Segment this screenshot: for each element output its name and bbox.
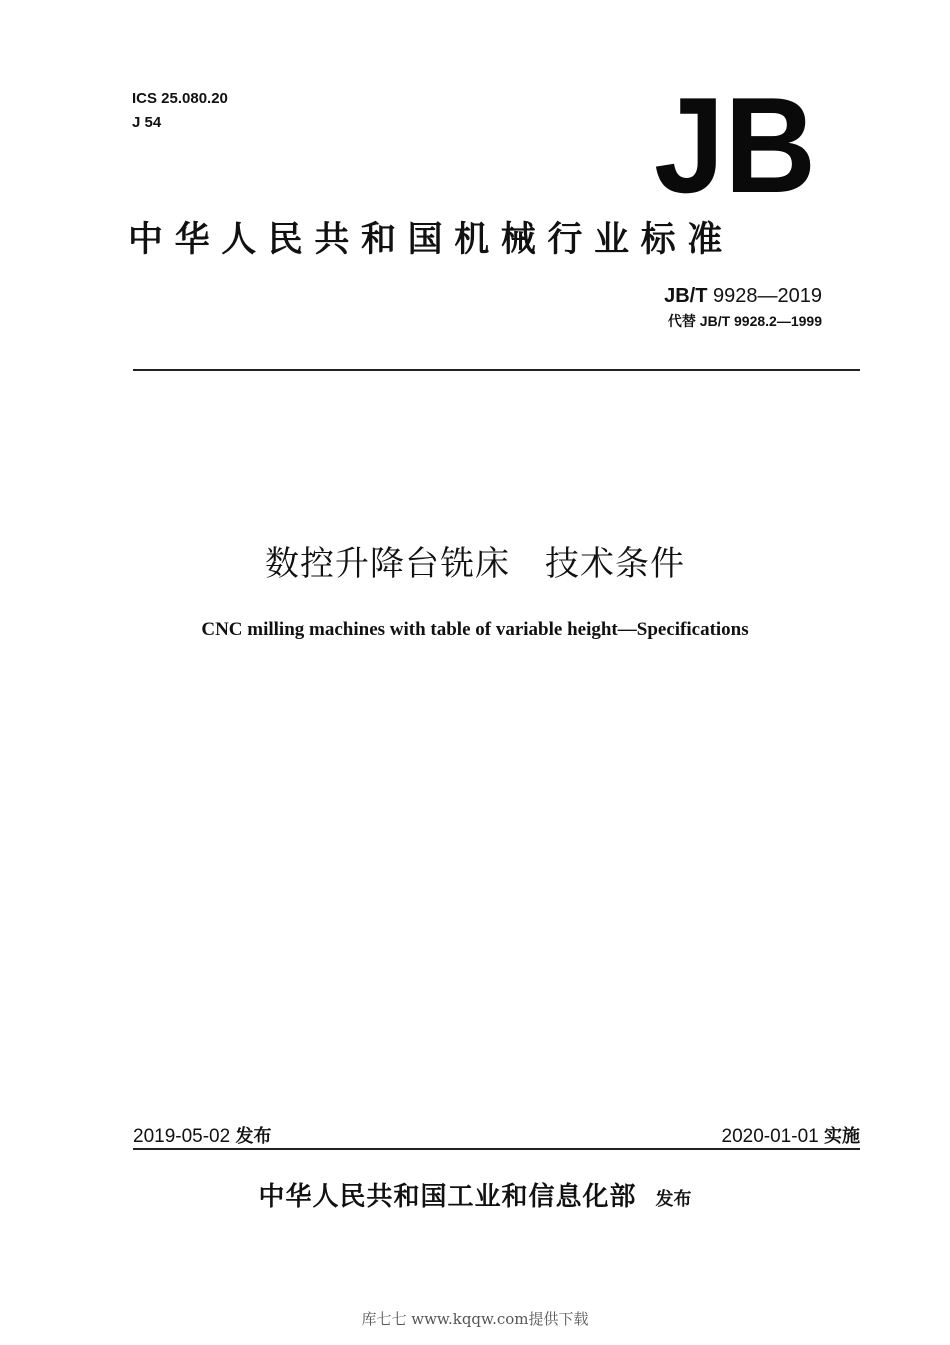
download-watermark: 库七七 www.kqqw.com提供下载 <box>361 1310 589 1328</box>
replaces-standard: 代替 JB/T 9928.2—1999 <box>667 313 822 329</box>
ccs-code: J 54 <box>132 114 162 131</box>
ics-code: ICS 25.080.20 <box>132 90 228 107</box>
standard-number-block <box>664 282 822 332</box>
top-divider <box>133 369 860 371</box>
issuer-name: 中华人民共和国工业和信息化部 <box>258 1182 637 1212</box>
release-date-block <box>133 1122 271 1148</box>
effective-date-block <box>722 1122 860 1148</box>
bottom-divider <box>133 1148 860 1150</box>
jb-logo <box>652 92 818 196</box>
standard-code-prefix: JB/T <box>664 285 708 307</box>
organization-title: 中华人民共和国机械行业标准 <box>128 220 734 260</box>
document-title-en: CNC milling machines with table of variable height—Specifications <box>201 619 749 640</box>
date-row <box>133 1122 860 1150</box>
classification-codes <box>132 88 228 136</box>
standard-code-number: 9928—2019 <box>713 285 822 307</box>
effective-date: 2020-01-01 <box>721 1126 819 1147</box>
standard-code <box>664 282 822 310</box>
release-label: 发布 <box>235 1126 272 1147</box>
issuer-block <box>0 1176 950 1213</box>
release-date: 2019-05-02 <box>133 1126 231 1147</box>
issuer-suffix: 发布 <box>655 1189 692 1210</box>
svg-text:JB: JB <box>654 92 816 196</box>
effective-label: 实施 <box>824 1126 860 1147</box>
document-title-zh: 数控升降台铣床 技术条件 <box>265 544 685 584</box>
